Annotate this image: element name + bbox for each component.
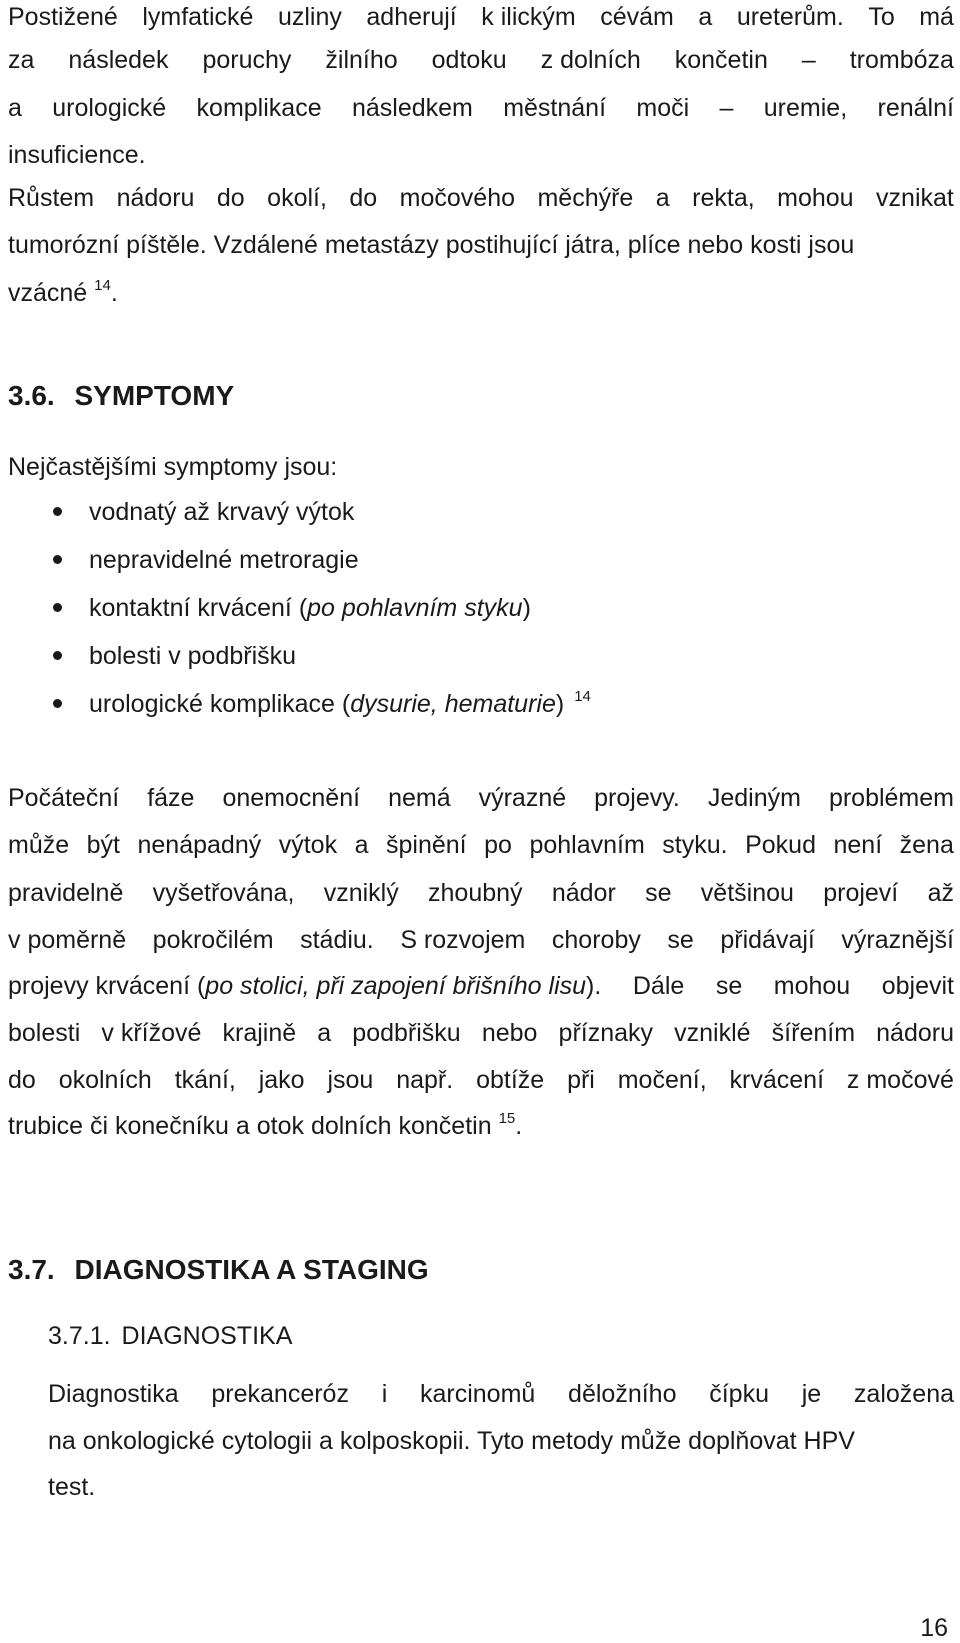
citation-ref: 14 (94, 277, 111, 294)
text-fragment: ) (555, 690, 565, 718)
word: Postižené (8, 3, 118, 31)
text-line (8, 878, 954, 908)
word: městnání (503, 94, 607, 122)
subsection-number: 3.7.1. (48, 1322, 111, 1350)
word: vzniklé (674, 1019, 751, 1047)
word: S rozvojem (400, 926, 526, 954)
word: vyšetřována, (152, 879, 295, 907)
word: projevy. (594, 784, 680, 812)
word: tkání, (174, 1066, 236, 1094)
word: po (484, 831, 512, 859)
text-line (8, 183, 954, 213)
word: problémem (828, 784, 954, 812)
word: následek (68, 46, 169, 74)
word: renální (877, 94, 954, 122)
word: prekanceróz (211, 1380, 349, 1408)
text-fragment: projevy krvácení (po stolici, při zapojení břišního lisu). (8, 972, 602, 1000)
text-line: na onkologické cytologii a kolposkopii. Tyto metody může doplňovat HPV (48, 1427, 855, 1455)
word: k ilickým (481, 3, 576, 31)
word: příznaky (558, 1019, 654, 1047)
word: – (719, 94, 734, 122)
text-fragment: urologické komplikace ( (89, 690, 351, 718)
text-fragment-italic: po pohlavním styku (307, 594, 523, 622)
word: z močové (846, 1066, 954, 1094)
word: měchýře (537, 184, 634, 212)
word: a (354, 831, 369, 859)
word: děložního (568, 1380, 677, 1408)
word: Jediným (707, 784, 801, 812)
word: nebo (481, 1019, 538, 1047)
word: okolí, (267, 184, 327, 212)
word: je (801, 1380, 822, 1408)
word: jsou (327, 1066, 374, 1094)
text-line (8, 830, 954, 860)
citation-ref: 15 (498, 1110, 516, 1127)
bullet-icon (53, 699, 62, 708)
word: To (868, 3, 895, 31)
word: z dolních (540, 46, 641, 74)
word: do (349, 184, 378, 212)
word: močového (399, 184, 516, 212)
word: v křížové (101, 1019, 202, 1047)
section-heading-symptoms (8, 380, 234, 412)
word: rekta, (692, 184, 755, 212)
section-title: DIAGNOSTIKA A STAGING (74, 1254, 429, 1285)
word: krvácení (729, 1066, 825, 1094)
word: trombóza (849, 46, 954, 74)
word: obtíže (476, 1066, 545, 1094)
word: jako (258, 1066, 305, 1094)
text-fragment: se (715, 972, 743, 1000)
list-item-text: nepravidelné metroragie (89, 546, 359, 574)
text-line: tumorózní píštěle. Vzdálené metastázy postihující játra, plíce nebo kosti jsou (8, 231, 855, 259)
word: pohlavním (529, 831, 645, 859)
word: poruchy (202, 46, 292, 74)
page-number: 16 (920, 1614, 948, 1642)
word: vznikat (876, 184, 954, 212)
text-line (8, 783, 954, 813)
word: moči (636, 94, 690, 122)
word: fáze (147, 784, 195, 812)
word: ureterům. (736, 3, 844, 31)
bullet-icon (53, 651, 62, 660)
text-line (8, 278, 954, 308)
text-line: test. (48, 1473, 96, 1501)
word: styku. (662, 831, 728, 859)
word: Růstem (8, 184, 95, 212)
word: lymfatické (142, 3, 254, 31)
word: nádoru (116, 184, 195, 212)
section-number: 3.7. (8, 1254, 55, 1285)
word: špinění (386, 831, 467, 859)
text-line (8, 93, 954, 123)
word: žilního (325, 46, 398, 74)
word: a (317, 1019, 332, 1047)
word: uremie, (763, 94, 848, 122)
section-heading-diagnostics (8, 1254, 429, 1286)
word: močení, (617, 1066, 707, 1094)
word: nenápadný (137, 831, 262, 859)
word: být (86, 831, 120, 859)
text-line (48, 1379, 954, 1409)
word: a (698, 3, 713, 31)
text-fragment: ) (522, 594, 531, 622)
word: nemá (388, 784, 451, 812)
citation-ref: 14 (574, 688, 591, 705)
text-line (8, 1111, 954, 1141)
word: komplikace (196, 94, 322, 122)
word: Počáteční (8, 784, 120, 812)
word: následkem (351, 94, 473, 122)
word: výtok (278, 831, 338, 859)
word: a (8, 94, 22, 122)
text-line (8, 1018, 954, 1048)
word: urologické (52, 94, 167, 122)
word: většinou (700, 879, 794, 907)
word: se (667, 926, 694, 954)
word: krajině (222, 1019, 297, 1047)
word: projeví (823, 879, 899, 907)
word: nádor (551, 879, 616, 907)
word: adherují (366, 3, 457, 31)
bullet-icon (53, 507, 62, 516)
text-fragment: kontaktní krvácení ( (89, 594, 308, 622)
word: šířením (771, 1019, 856, 1047)
section-number: 3.6. (8, 380, 55, 411)
word: Pokud (745, 831, 816, 859)
text-line: Nejčastějšími symptomy jsou: (8, 453, 338, 481)
subsection-title: DIAGNOSTIKA (121, 1322, 293, 1350)
word: až (927, 879, 954, 907)
word: odtoku (431, 46, 507, 74)
text-fragment-italic: dysurie, hematurie (350, 690, 556, 718)
word: do (8, 1066, 36, 1094)
word: končetin (674, 46, 768, 74)
word: výraznější (841, 926, 954, 954)
word: a (655, 184, 670, 212)
word: nádoru (876, 1019, 954, 1047)
word: se (645, 879, 672, 907)
text-line (8, 2, 954, 32)
word: vzniklý (323, 879, 399, 907)
text-fragment: trubice či konečníku a otok dolních končetin (8, 1112, 499, 1140)
word: při (567, 1066, 595, 1094)
section-title: SYMPTOMY (74, 380, 235, 411)
list-item-text: bolesti v podbřišku (89, 642, 297, 670)
word: stádiu. (300, 926, 374, 954)
word: zhoubný (428, 879, 523, 907)
word: okolních (58, 1066, 152, 1094)
word: žena (899, 831, 954, 859)
word: za (8, 46, 35, 74)
text-line (8, 971, 954, 1001)
word: onemocnění (222, 784, 361, 812)
text-line (8, 45, 954, 75)
word: přidávají (720, 926, 815, 954)
bullet-icon (53, 603, 62, 612)
word: do (216, 184, 245, 212)
word: např. (396, 1066, 454, 1094)
text-line: insuficience. (8, 141, 146, 169)
word: podbřišku (352, 1019, 461, 1047)
word: karcinomů (419, 1380, 536, 1408)
list-item-text (89, 593, 531, 623)
word: není (833, 831, 883, 859)
word: pravidelně (8, 879, 124, 907)
word: – (801, 46, 816, 74)
word: choroby (551, 926, 641, 954)
text-fragment: Dále (632, 972, 685, 1000)
word: pokročilém (152, 926, 274, 954)
text-fragment-italic: po stolici, při zapojení břišního lisu (205, 972, 587, 1000)
word: uzliny (277, 3, 342, 31)
text-fragment: . (110, 279, 118, 307)
text-line (8, 1065, 954, 1095)
text-fragment: objevit (881, 972, 954, 1000)
word: cévám (600, 3, 674, 31)
word: čípku (709, 1380, 769, 1408)
word: může (8, 831, 70, 859)
word: Diagnostika (48, 1380, 179, 1408)
subsection-heading-diagnostics (48, 1322, 292, 1351)
word: v poměrně (8, 926, 127, 954)
list-item-text (89, 689, 591, 719)
word: výrazné (478, 784, 567, 812)
text-fragment: vzácné (8, 279, 95, 307)
text-fragment: mohou (773, 972, 851, 1000)
list-item-text: vodnatý až krvavý výtok (89, 498, 355, 526)
text-fragment: . (515, 1112, 523, 1140)
word: mohou (777, 184, 854, 212)
word: založena (853, 1380, 954, 1408)
text-line (8, 925, 954, 955)
bullet-icon (53, 555, 62, 564)
word: má (919, 3, 954, 31)
word: bolesti (8, 1019, 81, 1047)
word: i (381, 1380, 388, 1408)
